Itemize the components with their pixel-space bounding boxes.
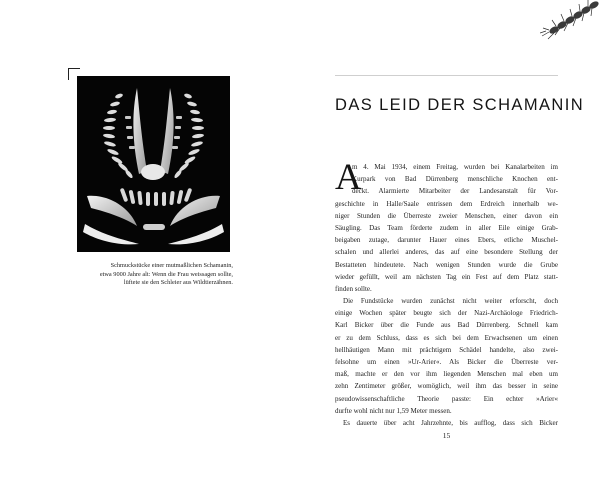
artifact-photo <box>77 76 230 252</box>
text-line: durfte wohl nicht nur 1,59 Meter messen. <box>335 406 452 415</box>
caption-line: etwa 9000 Jahre alt: Wenn die Frau weissagen sollte, <box>99 270 233 278</box>
caption-line: Schmuckstücke einer mutmaßlichen Schamanin, <box>110 262 233 269</box>
page-number: 15 <box>442 431 451 440</box>
text-line: er zu dem Schluss, dass es sich bei dem Erwachsenen um einen <box>335 333 558 342</box>
text-line: felsohne um einen »Ur-Arier«. Als Bicker die Überreste ver- <box>335 358 558 366</box>
text-line: deckt. Alarmierte Mitarbeiter der Landesanstalt für Vor- <box>352 187 558 196</box>
header-rule <box>335 75 558 76</box>
text-line: geschichte in Halle/Saale entrissen dem Erdreich innerhalb we- <box>335 199 558 208</box>
text-line: zehn Zentimeter größer, womöglich, weil ihm das besser in seine <box>335 382 558 391</box>
teeth-necklace-image <box>77 76 230 252</box>
text-line: m 4. Mai 1934, einem Freitag, wurden bei Kanalarbeiten im <box>352 163 558 171</box>
text-line: Kurpark von Bad Dürrenberg menschliche Knochen ent- <box>352 175 558 184</box>
text-line: Karl Bicker über die Funde aus Bad Dürrenberg. Schnell kam <box>335 321 558 330</box>
caption-line: lüftete sie den Schleier aus Wildtierzähnen. <box>123 279 233 287</box>
text-line: wieder gefüllt, weil am nächsten Tag ein Fest auf dem Platz statt- <box>335 272 558 281</box>
text-line: beigaben zutage, darunter Hauer eines Ebers, etliche Muschel- <box>335 236 558 245</box>
text-line: niger Stunden die Überreste zweier Menschen, einer davon ein <box>335 211 558 220</box>
text-line: pseudowissenschaftliche Theorie passte: Ein echter »Arier« <box>335 394 558 403</box>
drop-cap: A <box>335 157 362 198</box>
text-line: maß, machte er den vor ihm liegenden Menschen mal eben um <box>335 370 558 379</box>
bug-illustration <box>540 0 600 40</box>
text-line: Säugling. Das Team förderte zudem in aller Eile einige Grab- <box>335 223 558 232</box>
chapter-body <box>335 161 558 429</box>
text-line: schalen und allerlei anderes, das auf eine besondere Stellung der <box>335 248 558 257</box>
text-line: Bestatteten hindeutete. Nach wenigen Stunden wurde die Grube <box>335 260 558 269</box>
photo-caption <box>70 262 233 288</box>
text-line: finden sollte. <box>335 284 372 293</box>
text-line: Es dauerte über acht Jahrzehnte, bis aufflog, dass sich Bicker <box>343 418 558 427</box>
chapter-title: DAS LEID DER SCHAMANIN <box>335 96 585 114</box>
text-line: einige Wochen später beugte sich der Nazi-Archäologe Friedrich- <box>335 309 558 318</box>
text-line: hellhäutigen Mann mit prächtigem Schädel handelte, also zwei- <box>335 345 558 354</box>
text-line: Die Fundstücke wurden zunächst nicht weiter erforscht, doch <box>343 297 558 306</box>
